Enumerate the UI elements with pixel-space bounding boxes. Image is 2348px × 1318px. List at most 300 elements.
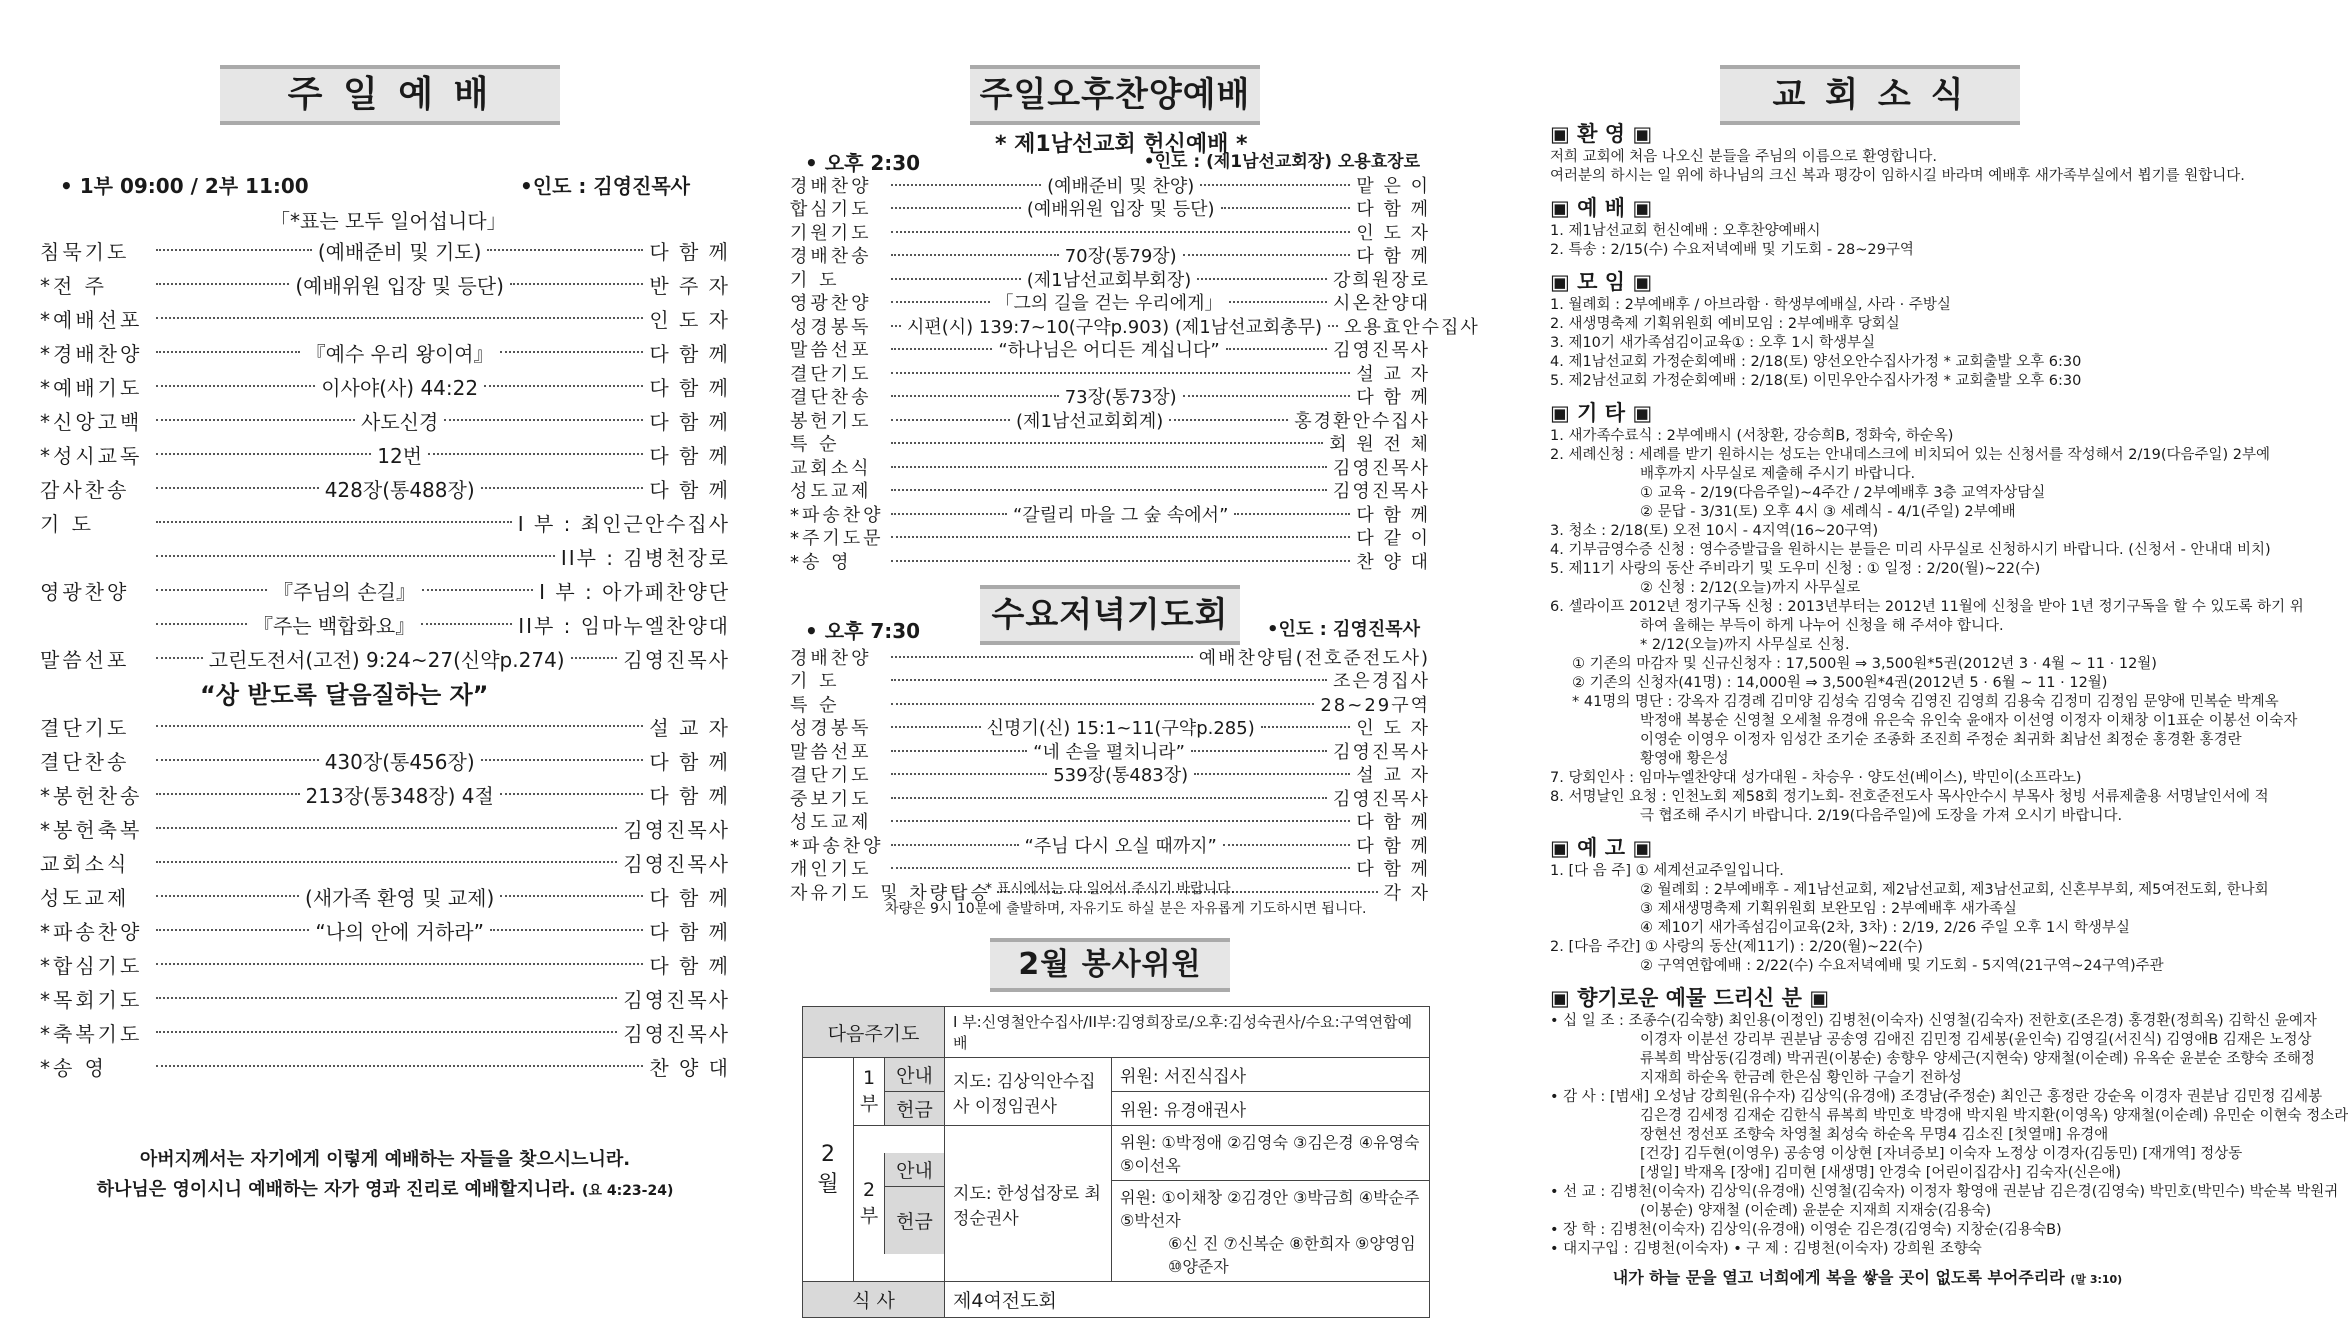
sunday-row [40, 505, 730, 539]
sunday-leader-dots [156, 453, 371, 455]
offering-item: • 대지구입 : 김병천(이숙자) • 구 제 : 김병천(이숙자) 강희원 조향숙 [1550, 1241, 1982, 1257]
offering-item: 장현선 정선포 조향숙 차영철 최성숙 하순옥 무명4 김소진 [첫열매] 유경애 [1640, 1127, 2109, 1143]
afternoon-item-person: 다 함 께 [1356, 199, 1430, 221]
church-news-title: 교 회 소 식 [1720, 65, 2020, 125]
sunday-leader-dots [490, 929, 643, 931]
sunday-item-label: *신앙고백 [40, 409, 143, 434]
wednesday-item-detail: “주님 다시 오실 때까지” [1024, 835, 1217, 857]
wednesday-leader-dots [891, 820, 1350, 822]
sunday-item-label: 말씀선포 [40, 647, 130, 672]
sunday-item-label: *전 주 [40, 273, 107, 298]
wednesday-prayer-title: 수요저녁기도회 [980, 585, 1240, 645]
afternoon-item-detail: (제1남선교회부회장) [1026, 269, 1192, 291]
afternoon-item-person: 김영진목사 [1333, 457, 1430, 479]
sunday-item-label: 성도교제 [40, 885, 130, 910]
afternoon-item-person: 다 함 께 [1356, 504, 1430, 526]
part2-label: 2부 [859, 1179, 879, 1227]
worship-news-item: 1. 제1남선교회 헌신예배 : 오후찬양예배시 [1550, 223, 1821, 239]
afternoon-row [790, 432, 1430, 456]
sunday-row [40, 641, 730, 675]
sunday-item-person: 다 함 께 [649, 885, 730, 910]
preview-news-item: ④ 제10기 새가족섬김이교육(2차, 3차) : 2/19, 2/26 주일 오후 1시 학생부실 [1640, 920, 2130, 936]
sunday-item-label: *합심기도 [40, 953, 143, 978]
part2-leader: 지도: 한성섭장로 최정순권사 [945, 1126, 1112, 1282]
afternoon-row [790, 385, 1430, 409]
sunday-item-person: 다 함 께 [649, 409, 730, 434]
offering-item: 김은경 김세정 김재순 김한식 류복희 박민호 박경애 박지원 박지환(이영옥) 양재철(이순례) 유민순 이현숙 정소라 [1640, 1108, 2348, 1124]
sunday-item-person: 다 함 께 [649, 783, 731, 808]
afternoon-leader-dots [891, 301, 990, 303]
offering-item: 이경자 이분선 강리부 권분남 공송영 김애진 김민정 김세봉(윤인숙) 김영길(서진식) 김영애B 김재은 노정상 [1640, 1032, 2312, 1048]
sunday-leader-dots [156, 963, 643, 965]
wednesday-leader-dots [891, 867, 1350, 869]
afternoon-item-label: 봉헌기도 [790, 410, 872, 432]
sunday-leader-dots [422, 589, 533, 591]
month-cell: 2월 [803, 1058, 854, 1282]
part1-guide: 안내 [885, 1058, 944, 1092]
sunday-item-label: *축복기도 [40, 1021, 143, 1046]
afternoon-item-person: 홍경환안수집사 [1294, 410, 1430, 432]
afternoon-item-label: *주기도문 [790, 528, 884, 550]
wednesday-leader-dots [1223, 844, 1351, 846]
sunday-item-person: 다 함 께 [649, 919, 730, 944]
afternoon-leader-dots [1229, 301, 1328, 303]
part1-guide-members: 위원: 서진식집사 [1112, 1058, 1430, 1092]
wednesday-time: • 오후 7:30 [805, 619, 921, 643]
sunday-row [40, 777, 730, 811]
offering-item: (이봉순) 양재철 (이순례) 윤분순 지재희 지재숭(김용숙) [1640, 1203, 1992, 1219]
etc-news-item: 5. 제11기 사랑의 동산 주비라기 및 도우미 신청 : ① 일정 : 2/20(월)~22(수) [1550, 561, 2041, 577]
wednesday-item-label: 개인기도 [790, 859, 872, 881]
afternoon-leader-dots [891, 348, 992, 350]
etc-news-item: 8. 서명날인 요청 : 인천노회 제58회 정기노회- 전호준전도사 목사안수시 부목사 청빙 서류제출용 서명날인서에 적 [1550, 789, 2269, 805]
afternoon-row [790, 173, 1430, 197]
wednesday-item-person: 예배찬양팀(전호준전도사) [1198, 647, 1430, 669]
wednesday-item-label: 말씀선포 [790, 741, 872, 763]
preview-heading: ▣ 예 고 ▣ [1550, 836, 1653, 860]
worship-heading: ▣ 예 배 ▣ [1550, 196, 1653, 220]
sunday-row [40, 947, 730, 981]
sunday-leader-dots [156, 623, 247, 625]
afternoon-row [790, 314, 1480, 338]
wednesday-row [790, 763, 1430, 787]
preview-news-item: 2. [다음 주간] ① 사랑의 동산(제11기) : 2/20(월)~22(수) [1550, 939, 1923, 955]
part1-offering-members: 위원: 유경애권사 [1112, 1092, 1430, 1126]
servant-table [802, 1006, 1430, 1318]
afternoon-item-person: 김영진목사 [1333, 481, 1430, 503]
wednesday-item-label: 결단기도 [790, 765, 872, 787]
afternoon-item-detail: 「그의 길을 걷는 우리에게」 [995, 293, 1223, 315]
wednesday-item-person: 김영진목사 [1333, 741, 1431, 763]
sunday-item-person: 찬 양 대 [649, 1055, 730, 1080]
wednesday-item-person: 28~29구역 [1320, 694, 1430, 716]
sunday-worship-title: 주 일 예 배 [220, 65, 560, 125]
etc-news-item: 1. 새가족수료식 : 2부예배시 (서창환, 강승희B, 정화숙, 하순옥) [1550, 428, 1954, 444]
afternoon-leader-dots [891, 419, 1010, 421]
sunday-leader-dots [428, 453, 643, 455]
sunday-leader-dots [156, 929, 309, 931]
wednesday-leader-dots [891, 703, 1314, 705]
part2-guide-members: 위원: ①박정애 ②김영숙 ③김은경 ④유영숙 ⑤이선옥 [1112, 1126, 1430, 1181]
wednesday-leader-dots [1191, 750, 1327, 752]
sunday-worship-column [40, 0, 730, 1240]
sunday-leader-dots [156, 283, 289, 285]
wednesday-item-person: 조은경집사 [1333, 671, 1430, 693]
meeting-news-item: 3. 제10기 새가족섬김이교육① : 오후 1시 학생부실 [1550, 335, 1876, 351]
wednesday-row [790, 716, 1430, 740]
sunday-item-person: 김영진목사 [623, 817, 730, 842]
part2-offering-members [1112, 1181, 1430, 1282]
scripture-footer-text: 하나님은 영이시니 예배하는 자가 영과 진리로 예배할지니라. [96, 1179, 576, 1200]
sunday-item-label: *예배기도 [40, 375, 143, 400]
afternoon-item-detail: (제1남선교회회계) [1016, 410, 1164, 432]
sunday-item-detail: 428장(통488장) [324, 477, 475, 502]
malachi-verse: 내가 하늘 문을 열고 너희에게 복을 쌓을 곳이 없도록 부어주리라 [1612, 1268, 2065, 1287]
malachi-ref: (말 3:10) [2070, 1273, 2123, 1286]
sunday-item-label: 교회소식 [40, 851, 130, 876]
worship-leader: •인도 : 김영진목사 [520, 174, 690, 198]
church-news-footer [1550, 1265, 2185, 1288]
sunday-item-person: 다 함 께 [649, 443, 730, 468]
afternoon-item-label: 성경봉독 [790, 316, 872, 338]
wednesday-leader-dots [891, 656, 1193, 658]
sunday-item-detail: 『주는 백합화요』 [252, 613, 416, 638]
wednesday-leader-dots [1194, 773, 1350, 775]
wednesday-row [790, 669, 1430, 693]
etc-news-item: 배후까지 사무실로 제출해 주시기 바랍니다. [1640, 466, 1916, 482]
afternoon-order-list [790, 173, 1480, 573]
sunday-leader-dots [500, 793, 644, 795]
offering-item: 지재희 하순옥 한금례 한은심 황인하 구슬기 전하성 [1640, 1070, 1962, 1086]
sunday-item-label: *예배선포 [40, 307, 143, 332]
next-prayer-label: 다음주기도 [803, 1007, 945, 1058]
afternoon-time: • 오후 2:30 [805, 151, 921, 175]
sunday-row [40, 811, 730, 845]
sunday-leader-dots [156, 793, 300, 795]
sunday-item-person: I 부 : 최인근안수집사 [517, 511, 730, 536]
offering-item: • 장 학 : 김병천(이숙자) 김상익(유경애) 이영순 김은경(김영숙) 지창순(김용숙B) [1550, 1222, 2062, 1238]
service-time: • 1부 09:00 / 2부 11:00 [60, 174, 309, 198]
wednesday-leader: •인도 : 김영진목사 [1267, 619, 1420, 640]
offering-item: • 선 교 : 김병천(이숙자) 김상익(유경애) 신영철(김숙자) 이정자 황영애 권분남 김은경(김영숙) 박민호(박민수) 박순복 박원귀 [1550, 1184, 2339, 1200]
afternoon-item-person: 설 교 자 [1356, 363, 1430, 385]
afternoon-leader-dots [891, 184, 1041, 186]
vehicle-note: 차량은 9시 10분에 출발하며, 자유기도 하실 분은 자유롭게 기도하시면 됩니다. [885, 901, 1367, 917]
etc-news-item: 2. 세례신청 : 세례를 받기 원하시는 성도는 안내데스크에 비치되어 있는 신청서를 작성해서 2/19(다음주일) 2부예 [1550, 447, 2271, 463]
afternoon-row [790, 526, 1430, 550]
wednesday-item-label: 기 도 [790, 671, 840, 693]
sunday-row [40, 471, 730, 505]
sunday-leader-dots [156, 317, 643, 319]
sunday-item-label: *파송찬양 [40, 919, 143, 944]
sunday-item-detail: 213장(통348장) 4절 [305, 783, 494, 808]
offering-heading: ▣ 향기로운 예물 드리신 분 ▣ [1550, 986, 1830, 1010]
wednesday-item-person: 다 함 께 [1356, 812, 1430, 834]
afternoon-subtitle: * 제1남선교회 헌신예배 * [995, 132, 1248, 157]
sunday-row [40, 403, 730, 437]
afternoon-item-person: 시온찬양대 [1333, 293, 1430, 315]
sunday-item-person: 김영진목사 [623, 1021, 730, 1046]
sunday-row [40, 1015, 730, 1049]
sunday-row [40, 879, 730, 913]
sunday-item-label: *성시교독 [40, 443, 143, 468]
wednesday-row [790, 739, 1430, 763]
sunday-item-person: 다 함 께 [649, 749, 731, 774]
wednesday-item-person: 설 교 자 [1356, 765, 1430, 787]
sunday-item-detail: 12번 [377, 443, 423, 468]
sunday-row [40, 335, 730, 369]
part1-label: 1부 [859, 1067, 879, 1115]
sunday-row [40, 539, 730, 573]
etc-news-item: 황영애 황은성 [1640, 751, 1729, 767]
afternoon-leader-dots [891, 560, 1350, 562]
sunday-row [40, 607, 730, 641]
sunday-row [40, 437, 730, 471]
part1-cell [854, 1058, 945, 1126]
part1-offering: 헌금 [885, 1092, 944, 1125]
afternoon-leader-dots [1183, 395, 1351, 397]
etc-news-item: 박정애 복봉순 신영철 오세철 유경애 유은숙 유인숙 윤애자 이선영 이정자 이채창 이1표순 이봉선 이숙자 [1640, 713, 2298, 729]
afternoon-leader-dots [1197, 278, 1327, 280]
sunday-item-detail: 『주님의 손길』 [273, 579, 417, 604]
sunday-leader-dots [421, 623, 512, 625]
sunday-leader-dots [156, 657, 203, 659]
offering-item: • 십 일 조 : 조종수(김숙향) 최인용(이정인) 김병천(이숙자) 신영철(김숙자) 전한호(조은경) 홍경환(정희옥) 김학신 윤예자 [1550, 1013, 2317, 1029]
sunday-leader-dots [481, 487, 644, 489]
welcome-line-2: 여러분의 하시는 일 위에 하나님의 크신 복과 평강이 임하시길 바라며 예배후 새가족부실에서 뵙기를 원합니다. [1550, 168, 2245, 184]
afternoon-leader-dots [1183, 254, 1351, 256]
sunday-item-label: 기 도 [40, 511, 94, 536]
afternoon-leader-dots [891, 536, 1350, 538]
afternoon-item-person: 회 원 전 체 [1329, 434, 1430, 456]
sunday-leader-dots [481, 759, 644, 761]
afternoon-item-person: 김영진목사 [1333, 340, 1431, 362]
part2-offering: 헌금 [885, 1187, 944, 1254]
sunday-leader-dots [156, 997, 617, 999]
sunday-leader-dots [484, 385, 643, 387]
sunday-leader-dots [156, 249, 312, 251]
meeting-news-item: 1. 월례회 : 2부예배후 / 아브라함 · 학생부예배실, 사라 · 주방실 [1550, 297, 1951, 313]
sunday-item-person: 설 교 자 [649, 715, 730, 740]
afternoon-row [790, 479, 1430, 503]
etc-news-item: ② 신청 : 2/12(오늘)까지 사무실로 [1640, 580, 1861, 596]
sunday-leader-dots [156, 725, 643, 727]
worship-news-list [1550, 222, 2185, 260]
part2-offering-members-line1: 위원: ①이채창 ②김경안 ③박금희 ④박순주 ⑤박선자 [1120, 1188, 1420, 1230]
afternoon-leader-dots [891, 278, 1021, 280]
wednesday-row [790, 692, 1430, 716]
sunday-leader-dots [156, 555, 555, 557]
sunday-item-person: 김영진목사 [623, 851, 730, 876]
sunday-row [40, 233, 730, 267]
afternoon-leader-dots [891, 442, 1323, 444]
afternoon-item-label: 경배찬양 [790, 175, 872, 197]
wednesday-item-person: 인 도 자 [1356, 718, 1431, 740]
sunday-row [40, 845, 730, 879]
sunday-item-detail: (예배위원 입장 및 등단) [295, 273, 504, 298]
wednesday-item-person: 다 함 께 [1356, 859, 1430, 881]
wednesday-leader-dots [1261, 726, 1351, 728]
sunday-row [40, 675, 730, 709]
sunday-item-label: *봉헌찬송 [40, 783, 143, 808]
wednesday-item-detail: “네 손을 펼치니라” [1033, 741, 1185, 763]
wednesday-leader-dots [891, 844, 1019, 846]
meeting-news-item: 4. 제1남선교회 가정순회예배 : 2/18(토) 양선오안수집사가정 * 교회출발 오후 6:30 [1550, 354, 2082, 370]
afternoon-item-person: 찬 양 대 [1356, 551, 1430, 573]
sunday-leader-dots [500, 351, 644, 353]
afternoon-row [790, 361, 1430, 385]
offering-item: • 감 사 : [범새] 오성남 강희원(유수자) 김상익(유경애) 조경남(주정순) 최인근 홍정란 강순옥 이경자 권분남 김민정 김세봉 [1550, 1089, 2323, 1105]
afternoon-item-detail: (예배준비 및 찬양) [1047, 175, 1195, 197]
sunday-row [40, 369, 730, 403]
afternoon-item-label: 말씀선포 [790, 340, 872, 362]
etc-news-item: 이영순 이영우 이정자 임성간 조기순 조종화 조진희 주정순 최귀화 최남선 최정순 홍경환 홍경란 [1640, 732, 2242, 748]
wednesday-item-person: 다 함 께 [1356, 835, 1431, 857]
sunday-item-person: 다 함 께 [649, 953, 730, 978]
afternoon-item-detail: 70장(통79장) [1064, 246, 1177, 268]
wednesday-item-label: 자유기도 및 차량탑승 [790, 882, 991, 904]
sunday-item-label: 침묵기도 [40, 239, 130, 264]
offering-item: [건강] 김두현(이영우) 공송영 이상현 [자녀증보] 이숙자 노정상 이경자(김동민) [재개역] 정상동 [1640, 1146, 2243, 1162]
afternoon-row [790, 197, 1430, 221]
sunday-item-person: 다 함 께 [649, 341, 730, 366]
wednesday-item-label: 경배찬양 [790, 647, 872, 669]
wednesday-item-label: 성경봉독 [790, 718, 872, 740]
sunday-item-person: 김영진목사 [623, 987, 730, 1012]
part1-leader: 지도: 김상익안수집사 이정임권사 [945, 1058, 1112, 1126]
wednesday-item-person: 김영진목사 [1333, 788, 1430, 810]
afternoon-item-detail: (예배위원 입장 및 등단) [1026, 199, 1215, 221]
sunday-item-label: *경배찬양 [40, 341, 143, 366]
afternoon-item-label: *송 영 [790, 551, 852, 573]
standing-notice: 「*표는 모두 일어섭니다」 [270, 209, 507, 233]
afternoon-leader-dots [1169, 419, 1288, 421]
welcome-line-1: 저희 교회에 처음 나오신 분들을 주님의 이름으로 환영합니다. [1550, 149, 1938, 165]
afternoon-leader: •인도 : (제1남선교회장) 오용효장로 [1143, 152, 1420, 172]
afternoon-leader-dots [891, 372, 1350, 374]
afternoon-item-label: *파송찬양 [790, 504, 884, 526]
afternoon-leader-dots [891, 489, 1327, 491]
sunday-item-person: 김영진목사 [623, 647, 730, 672]
sunday-item-person: 반 주 자 [649, 273, 730, 298]
scripture-footer-line1: 아버지께서는 자기에게 이렇게 예배하는 자들을 찾으시느니라. [139, 1149, 631, 1170]
sunday-item-detail: 고린도전서(고전) 9:24~27(신약p.274) [208, 647, 565, 672]
part2-cell [854, 1126, 945, 1282]
sunday-item-detail: “나의 안에 거하라” [315, 919, 484, 944]
sunday-row [40, 743, 730, 777]
sunday-row [40, 301, 730, 335]
wednesday-row [790, 645, 1430, 669]
afternoon-leader-dots [891, 325, 901, 327]
preview-news-list [1550, 862, 2269, 976]
church-news-body [1550, 112, 2348, 1288]
afternoon-item-detail: 시편(시) 139:7~10(구약p.903) (제1남선교회총무) [907, 316, 1323, 338]
sunday-row [40, 267, 730, 301]
sunday-leader-dots [156, 895, 299, 897]
sunday-item-detail: 430장(통456장) [324, 749, 475, 774]
afternoon-item-label: 결단기도 [790, 363, 872, 385]
afternoon-row [790, 408, 1430, 432]
afternoon-item-detail: “하나님은 어디든 계십니다” [998, 340, 1220, 362]
afternoon-leader-dots [1226, 348, 1327, 350]
afternoon-item-label: 기원기도 [790, 222, 872, 244]
sunday-row [40, 573, 730, 607]
afternoon-row [790, 502, 1430, 526]
etc-news-item: ② 문답 - 3/31(토) 오후 4시 ③ 세례식 - 4/1(주일) 2부예배 [1640, 504, 2016, 520]
sunday-item-label: *목회기도 [40, 987, 143, 1012]
etc-news-list [1550, 427, 2304, 826]
sunday-item-label: 결단기도 [40, 715, 130, 740]
etc-news-item: 극 협조해 주시기 바랍니다. 2/19(다음주일)에 도장을 가져 오시기 바랍니다. [1640, 808, 2123, 824]
meal-value: 제4여전도회 [945, 1282, 1430, 1318]
afternoon-item-person: 다 함 께 [1356, 246, 1431, 268]
meeting-heading: ▣ 모 임 ▣ [1550, 270, 1653, 294]
sunday-leader-dots [156, 759, 319, 761]
part2-guide: 안내 [885, 1153, 944, 1187]
wednesday-item-label: 성도교제 [790, 812, 872, 834]
afternoon-worship-title: 주일오후찬양예배 [970, 65, 1260, 125]
afternoon-worship-column [790, 0, 1480, 1312]
sunday-item-label: *봉헌축복 [40, 817, 143, 842]
afternoon-item-label: 결단찬송 [790, 387, 872, 409]
etc-news-item: 하여 올해는 부득이 하게 나누어 신청을 해 주셔야 합니다. [1640, 618, 2004, 634]
afternoon-row [790, 291, 1430, 315]
wednesday-order-list [790, 645, 1430, 904]
wednesday-item-person: 각 자 [1383, 882, 1430, 904]
afternoon-item-detail: “갈릴리 마을 그 숲 속에서” [1012, 504, 1229, 526]
afternoon-row [790, 244, 1430, 268]
etc-news-item: * 41명의 명단 : 강옥자 김경례 김미양 김성숙 김영숙 김영진 김영희 김용숙 김정미 김정임 문양애 민복순 박계옥 [1572, 694, 2279, 710]
sunday-item-label: 감사찬송 [40, 477, 130, 502]
afternoon-leader-dots [1200, 184, 1350, 186]
afternoon-item-detail: 73장(통73장) [1064, 387, 1177, 409]
etc-heading: ▣ 기 타 ▣ [1550, 401, 1653, 425]
sunday-item-person: 다 함 께 [649, 477, 731, 502]
sunday-item-person: 다 함 께 [649, 375, 731, 400]
afternoon-leader-dots [891, 207, 1021, 209]
afternoon-leader-dots [891, 513, 1007, 515]
afternoon-item-label: 합심기도 [790, 199, 872, 221]
afternoon-row [790, 455, 1430, 479]
etc-news-item: ② 기존의 신청자(41명) : 14,000원 ⇒ 3,500원*4권(2012년 5 · 6월 ~ 11 · 12월) [1572, 675, 2108, 691]
sunday-item-label: 영광찬양 [40, 579, 130, 604]
wednesday-row [790, 857, 1430, 881]
afternoon-item-label: 특 순 [790, 434, 840, 456]
afternoon-leader-dots [891, 466, 1327, 468]
wednesday-item-detail: 539장(통483장) [1053, 765, 1189, 787]
afternoon-leader-dots [891, 254, 1059, 256]
afternoon-item-label: 기 도 [790, 269, 840, 291]
etc-news-item: ① 기존의 마감자 및 신규신청자 : 17,500원 ⇒ 3,500원*5권(2012년 3 · 4월 ~ 11 · 12월) [1572, 656, 2157, 672]
wednesday-row [790, 786, 1430, 810]
sunday-item-person: 인 도 자 [649, 307, 730, 332]
sunday-item-detail: 사도신경 [361, 409, 439, 434]
sunday-leader-dots [156, 589, 267, 591]
sunday-leader-dots [156, 487, 319, 489]
sunday-leader-dots [156, 827, 617, 829]
sunday-leader-dots [500, 895, 643, 897]
sunday-item-person: II부 : 김병천장로 [560, 545, 730, 570]
sunday-leader-dots [156, 521, 512, 523]
welcome-heading: ▣ 환 영 ▣ [1550, 122, 1653, 146]
wednesday-leader-dots [891, 679, 1327, 681]
afternoon-item-person: 오용효안수집사 [1344, 316, 1480, 338]
wednesday-row [790, 833, 1430, 857]
afternoon-item-label: 교회소식 [790, 457, 872, 479]
etc-news-item: 7. 당회인사 : 임마누엘찬양대 성가대원 - 차승우 · 양도선(베이스), 박민이(소프라노) [1550, 770, 2082, 786]
part2-offering-members-line2: ⑥신 진 ⑦신복순 ⑧한희자 ⑨양영임 ⑩양준자 [1168, 1234, 1416, 1276]
etc-news-item: 4. 기부금영수증 신청 : 영수증발급을 원하시는 분들은 미리 사무실로 신청하시기 바랍니다. (신청서 - 안내대 비치) [1550, 542, 2271, 558]
